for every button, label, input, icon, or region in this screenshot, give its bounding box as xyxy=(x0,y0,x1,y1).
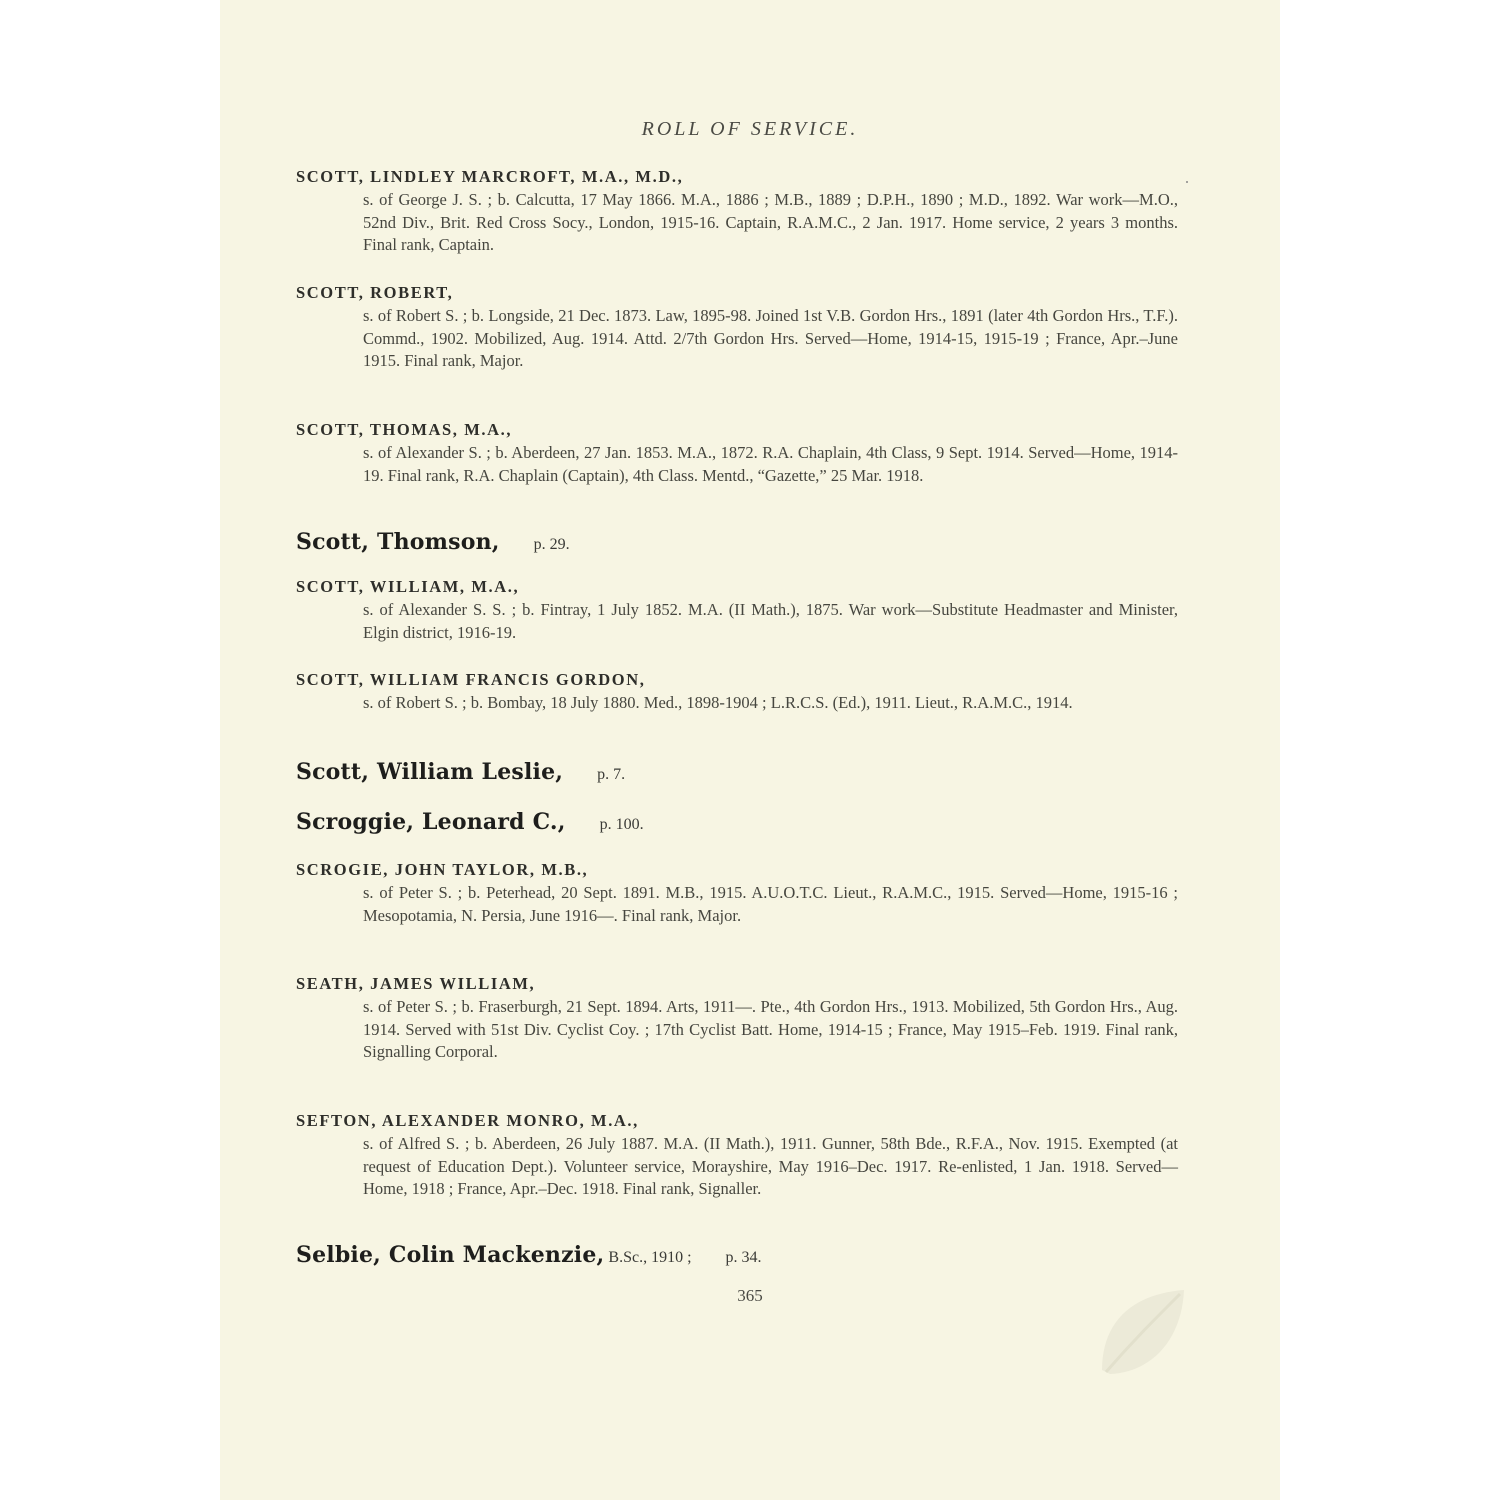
list-item xyxy=(296,418,1178,487)
entry-name: SCOTT, THOMAS, M.A., xyxy=(296,420,513,439)
list-item xyxy=(296,972,1178,1064)
page-reference: p. 34. xyxy=(725,1249,762,1266)
cross-reference-entry xyxy=(296,757,1178,787)
cross-reference-entry xyxy=(296,527,1178,557)
leaf-watermark-icon xyxy=(1092,1282,1192,1382)
page-reference: p. 29. xyxy=(533,536,570,553)
entry-text: s. of Peter S. ; b. Peterhead, 20 Sept. 1891. M.B., 1915. A.U.O.T.C. Lieut., R.A.M.C., 1915. Served—Home, 1915-16 ; Mesopotamia, N. Persia, June 1916—. Final rank, Major. xyxy=(363,883,1178,925)
entry-text: s. of Alfred S. ; b. Aberdeen, 26 July 1887. M.A. (II Math.), 1911. Gunner, 58th Bde., R.F.A., Nov. 1915. Exempted (at request of Education Dept.). Volunteer service, Morayshire, May 1916–Dec. 1917. Re-enlisted, 1 Jan. 1918. Served—Home, 1918 ; France, Apr.–Dec. 1918. Final rank, Signaller. xyxy=(363,1134,1178,1198)
list-item xyxy=(296,858,1178,927)
entry-name: Scroggie, Leonard C., xyxy=(296,809,566,835)
entry-text: s. of Alexander S. ; b. Aberdeen, 27 Jan. 1853. M.A., 1872. R.A. Chaplain, 4th Class, 9 Sept. 1914. Served—Home, 1914-19. Final rank, R.A. Chaplain (Captain), 4th Class. Mentd., “Gazette,” 25 Mar. 1918. xyxy=(363,443,1178,485)
page-number: 365 xyxy=(737,1286,763,1305)
entry-text: s. of Robert S. ; b. Bombay, 18 July 1880. Med., 1898-1904 ; L.R.C.S. (Ed.), 1911. Lieut., R.A.M.C., 1914. xyxy=(363,693,1073,712)
entry-name: SCROGIE, JOHN TAYLOR, M.B., xyxy=(296,860,589,879)
entry-name: SCOTT, LINDLEY MARCROFT, M.A., M.D., xyxy=(296,167,684,186)
entry-name: Scott, William Leslie, xyxy=(296,759,564,785)
cross-reference-entry xyxy=(296,1240,1178,1270)
entry-name: SEATH, JAMES WILLIAM, xyxy=(296,974,536,993)
list-item xyxy=(296,575,1178,644)
entry-name: Selbie, Colin Mackenzie, xyxy=(296,1242,605,1268)
entry-name: Scott, Thomson, xyxy=(296,529,500,555)
cross-reference-entry xyxy=(296,807,1178,837)
list-item xyxy=(296,281,1178,373)
list-item xyxy=(296,668,1178,715)
document-page xyxy=(220,0,1280,1500)
entry-text: s. of Robert S. ; b. Longside, 21 Dec. 1873. Law, 1895-98. Joined 1st V.B. Gordon Hrs., 1891 (later 4th Gordon Hrs., T.F.). Commd., 1902. Mobilized, Aug. 1914. Attd. 2/7th Gordon Hrs. Served—Home, 1914-15, 1915-19 ; France, Apr.–June 1915. Final rank, Major. xyxy=(363,306,1178,370)
list-item xyxy=(296,165,1178,257)
page-reference: p. 100. xyxy=(599,816,644,833)
entry-degree: B.Sc., 1910 ; xyxy=(608,1249,692,1266)
running-head: ROLL OF SERVICE. xyxy=(641,118,859,140)
entry-text: s. of George J. S. ; b. Calcutta, 17 May 1866. M.A., 1886 ; M.B., 1889 ; D.P.H., 1890 ; M.D., 1892. War work—M.O., 52nd Div., Brit. Red Cross Socy., London, 1915-16. Captain, R.A.M.C., 2 Jan. 1917. Home service, 2 years 3 months. Final rank, Captain. xyxy=(363,190,1178,254)
list-item xyxy=(296,1109,1178,1201)
entry-name: SCOTT, ROBERT, xyxy=(296,283,454,302)
ink-speck xyxy=(1186,181,1188,183)
page-reference: p. 7. xyxy=(597,766,626,783)
entry-name: SCOTT, WILLIAM FRANCIS GORDON, xyxy=(296,670,646,689)
entry-text: s. of Alexander S. S. ; b. Fintray, 1 July 1852. M.A. (II Math.), 1875. War work—Substitute Headmaster and Minister, Elgin district, 1916-19. xyxy=(363,600,1178,642)
entry-name: SEFTON, ALEXANDER MONRO, M.A., xyxy=(296,1111,639,1130)
entry-text: s. of Peter S. ; b. Fraserburgh, 21 Sept. 1894. Arts, 1911—. Pte., 4th Gordon Hrs., 1913. Mobilized, 5th Gordon Hrs., Aug. 1914. Served with 51st Div. Cyclist Coy. ; 17th Cyclist Batt. Home, 1914-15 ; France, May 1915–Feb. 1919. Final rank, Signalling Corporal. xyxy=(363,997,1178,1061)
entry-name: SCOTT, WILLIAM, M.A., xyxy=(296,577,520,596)
